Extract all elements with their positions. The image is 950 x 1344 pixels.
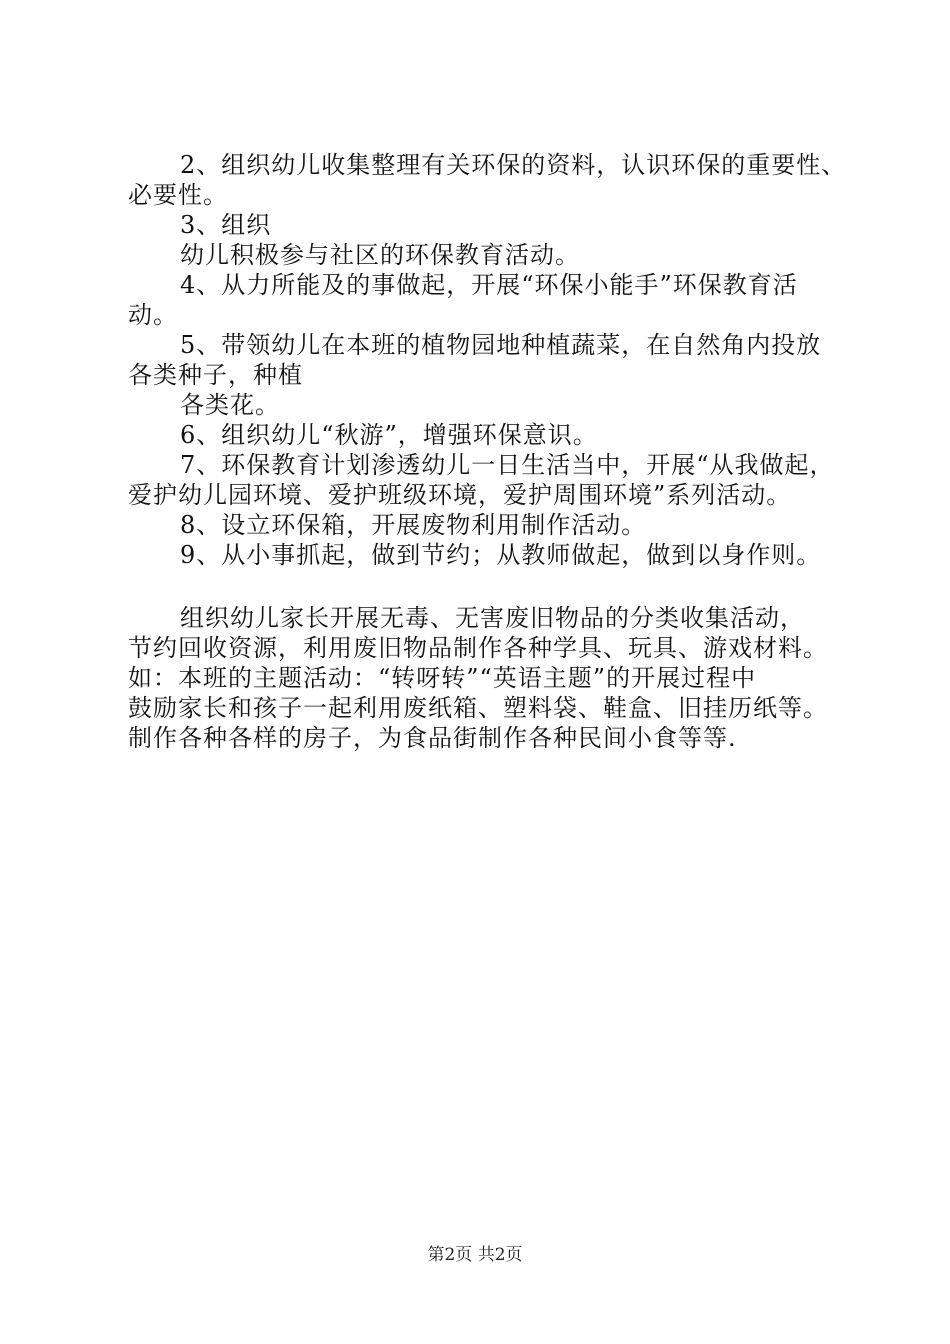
paragraph-line-1: 组织幼儿家长开展无毒、无害废旧物品的分类收集活动， — [180, 604, 805, 632]
item-5-line-2: 各类种子，种植 — [128, 361, 303, 389]
item-7-line-2: 爱护幼儿园环境、爱护班级环境，爱护周围环境”系列活动。 — [128, 481, 792, 509]
item-8-line-1: 8、设立环保箱，开展废物利用制作活动。 — [180, 511, 647, 539]
paragraph-gap — [128, 570, 853, 603]
item-5-line-1: 5、带领幼儿在本班的植物园地种植蔬菜，在自然角内投放 — [180, 331, 822, 359]
item-7-line-1: 7、环保教育计划渗透幼儿一日生活当中，开展“从我做起， — [180, 451, 835, 479]
item-2-line-2: 必要性。 — [128, 181, 228, 209]
item-6-line-1: 6、组织幼儿“秋游”，增强环保意识。 — [180, 421, 598, 449]
paragraph-line-3: 如：本班的主题活动：“转呀转”“英语主题”的开展过程中 — [128, 664, 757, 692]
item-4-line-2: 动。 — [128, 301, 178, 329]
item-2-line-1: 2、组织幼儿收集整理有关环保的资料，认识环保的重要性、 — [180, 151, 847, 179]
page-number-footer: 第2页 共2页 — [427, 1245, 523, 1265]
paragraph-line-2: 节约回收资源，利用废旧物品制作各种学具、玩具、游戏材料。 — [128, 634, 828, 662]
paragraph-line-5: 制作各种各样的房子，为食品街制作各种民间小食等等. — [128, 724, 737, 752]
item-4-line-1: 4、从力所能及的事做起，开展“环保小能手”环保教育活 — [180, 271, 798, 299]
paragraph-line-4: 鼓励家长和孩子一起利用废纸箱、塑料袋、鞋盒、旧挂历纸等。 — [128, 694, 828, 722]
item-3-continuation: 幼儿积极参与社区的环保教育活动。 — [180, 241, 580, 269]
item-9-line-1: 9、从小事抓起，做到节约；从教师做起，做到以身作则。 — [180, 541, 822, 569]
item-5-continuation: 各类花。 — [180, 391, 280, 419]
item-3-line-1: 3、组织 — [180, 211, 272, 239]
document-body — [128, 150, 853, 753]
